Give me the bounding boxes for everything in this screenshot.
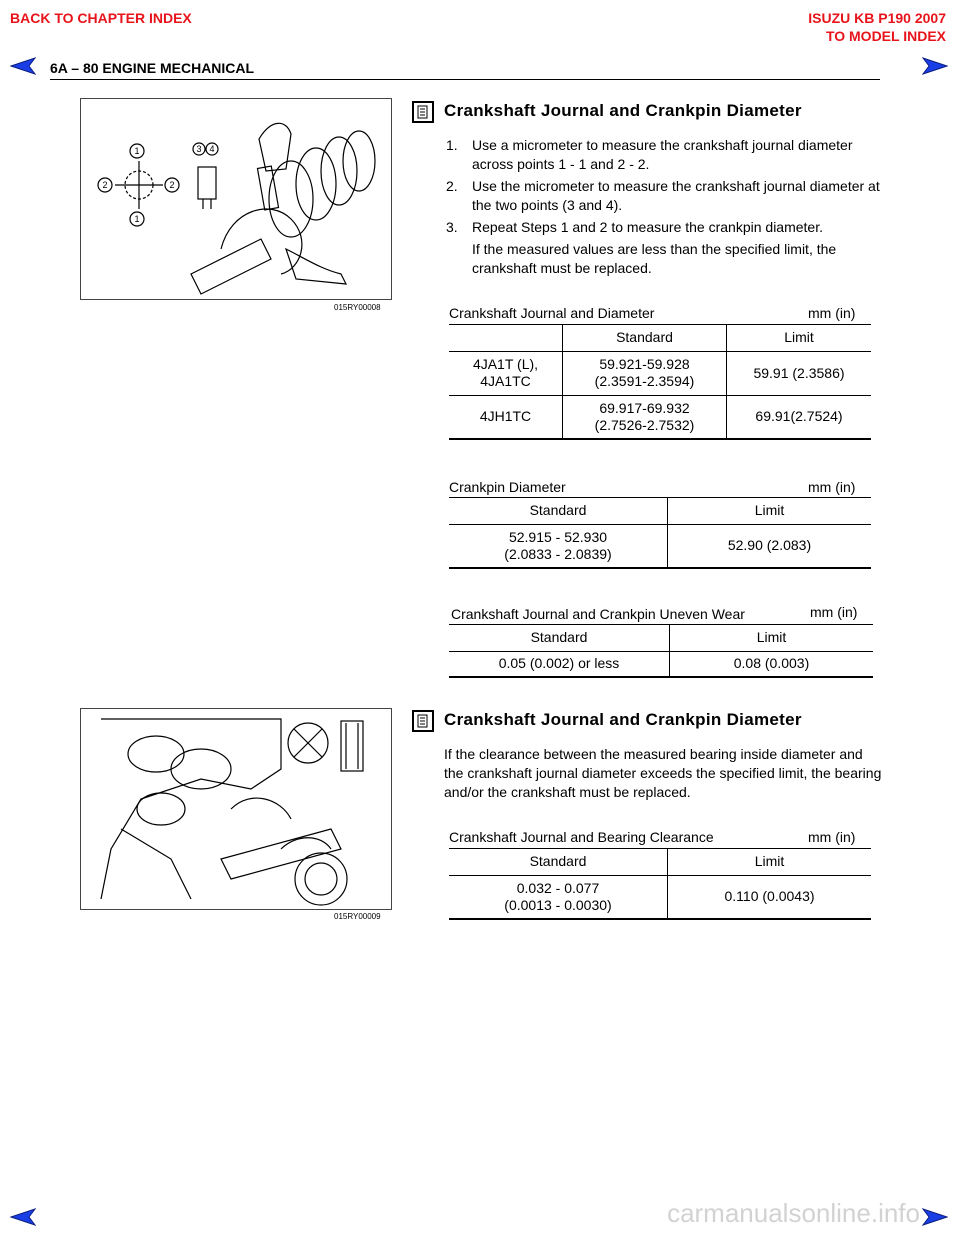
previous-page-arrow-icon[interactable] [10, 1208, 36, 1226]
bearing-clearance-illustration [81, 709, 391, 909]
table-header-cell: Standard [449, 498, 668, 524]
table-header-cell: Limit [784, 329, 814, 346]
table-header-cell: Limit [756, 629, 787, 646]
next-page-arrow-icon[interactable] [922, 57, 948, 75]
table-unit: mm (in) [808, 829, 856, 845]
table-header-cell [449, 325, 563, 351]
model-title: ISUZU KB P190 2007 [808, 10, 946, 26]
table-header-row [449, 625, 873, 651]
inspect-procedure-icon [412, 710, 434, 732]
page-title: 6A – 80 ENGINE MECHANICAL [50, 60, 255, 76]
step-number: 1. [446, 137, 458, 153]
table-header-cell: Standard [449, 625, 670, 651]
standard-cell: 69.917-69.932 (2.7526-2.7532) [563, 395, 727, 439]
table-row [449, 395, 871, 439]
table-row [449, 524, 871, 568]
table-unit: mm (in) [808, 305, 856, 321]
svg-text:3: 3 [196, 144, 202, 154]
crankshaft-micrometer-illustration [81, 99, 391, 299]
standard-cell: 59.921-59.928 (2.3591-2.3594) [563, 351, 727, 395]
limit-cell: 0.08 (0.003) [733, 655, 810, 672]
step-number: 2. [446, 178, 458, 194]
crankshaft-micrometer-figure [80, 98, 392, 300]
step-item [446, 177, 886, 215]
svg-text:2: 2 [169, 180, 175, 190]
replacement-note: If the measured values are less than the specified limit, the crankshaft must be replaced. [472, 241, 837, 276]
next-page-arrow-icon[interactable] [922, 1208, 948, 1226]
to-model-index-link[interactable]: TO MODEL INDEX [825, 28, 946, 44]
back-to-chapter-index-link[interactable]: BACK TO CHAPTER INDEX [10, 10, 192, 26]
table-header-cell: Standard [563, 325, 727, 351]
step-number: 3. [446, 219, 458, 235]
crankshaft-journal-diameter-table [449, 325, 871, 440]
table-header-cell: Standard [449, 849, 668, 875]
watermark: carmanualsonline.info [667, 1198, 920, 1228]
step-text: Repeat Steps 1 and 2 to measure the crankpin diameter. [472, 219, 823, 235]
svg-text:2: 2 [102, 180, 108, 190]
step-item [446, 218, 886, 237]
limit-cell: 69.91(2.7524) [755, 408, 843, 425]
table-header-row [449, 498, 871, 524]
table-row [449, 651, 873, 677]
model-cell: 4JA1T (L), 4JA1TC [449, 351, 563, 395]
table-caption: Crankshaft Journal and Bearing Clearance [449, 829, 714, 845]
measurement-steps [446, 136, 886, 240]
standard-cell: 0.05 (0.002) or less [449, 651, 670, 677]
step-text: Use a micrometer to measure the crankshaft journal diameter across points 1 - 1 and 2 - 2. [472, 137, 853, 172]
header-rule [50, 79, 880, 80]
inspect-procedure-icon [412, 101, 434, 123]
step-item [446, 136, 886, 174]
clearance-paragraph: If the clearance between the measured bearing inside diameter and the crankshaft journal diameter exceeds the specified limit, the bearing and/or the crankshaft must be replaced. [444, 746, 882, 800]
table-unit: mm (in) [810, 604, 858, 620]
standard-cell: 52.915 - 52.930 (2.0833 - 2.0839) [449, 524, 668, 568]
table-row [449, 875, 871, 919]
bearing-clearance-figure [80, 708, 392, 910]
previous-page-arrow-icon[interactable] [10, 57, 36, 75]
step-text: Use the micrometer to measure the crankshaft journal diameter at the two points (3 and 4). [472, 178, 880, 213]
section-title: Crankshaft Journal and Crankpin Diameter [444, 710, 802, 729]
figure-caption: 015RY00009 [334, 912, 381, 921]
table-header-cell: Limit [754, 502, 785, 519]
table-row [449, 351, 871, 395]
limit-cell: 59.91 (2.3586) [753, 364, 845, 381]
svg-text:1: 1 [134, 214, 140, 224]
standard-cell: 0.032 - 0.077 (0.0013 - 0.0030) [449, 875, 668, 919]
bearing-clearance-table [449, 849, 871, 920]
table-caption: Crankpin Diameter [449, 479, 566, 495]
model-cell: 4JH1TC [449, 395, 563, 439]
svg-text:4: 4 [209, 144, 215, 154]
limit-cell: 0.110 (0.0043) [724, 888, 815, 905]
crankpin-diameter-table [449, 498, 871, 569]
uneven-wear-table [449, 625, 873, 678]
table-header-row [449, 849, 871, 875]
figure-caption: 015RY00008 [334, 303, 381, 312]
table-caption: Crankshaft Journal and Crankpin Uneven Wear [451, 606, 745, 622]
svg-text:1: 1 [134, 146, 140, 156]
limit-cell: 52.90 (2.083) [727, 537, 812, 554]
table-caption: Crankshaft Journal and Diameter [449, 305, 655, 321]
table-unit: mm (in) [808, 479, 856, 495]
section-title: Crankshaft Journal and Crankpin Diameter [444, 101, 802, 120]
table-header-cell: Limit [754, 853, 785, 870]
table-header-row [449, 325, 871, 351]
